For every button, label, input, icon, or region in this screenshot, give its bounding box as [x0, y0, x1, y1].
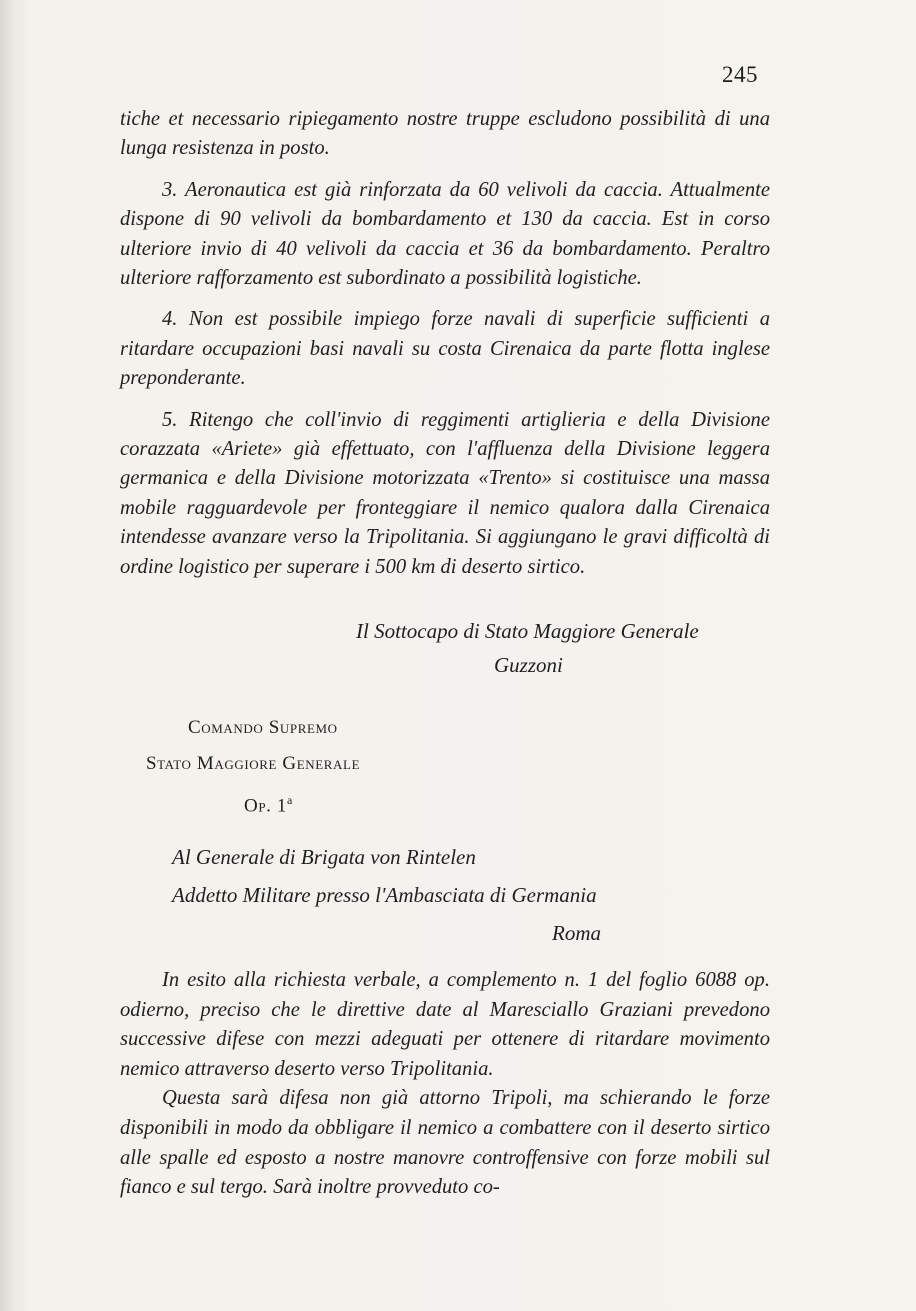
- signature-block: [356, 614, 699, 682]
- letter-paragraph: Questa sarà difesa non già attorno Tripoli, ma schierando le forze disponibili in modo da obbligare il nemico a combattere con il deserto sirtico alle spalle ed esposto a nostre manovre controffensive con forze mobili sul fianco e sul tergo. Sarà inoltre provveduto co-: [120, 1087, 770, 1199]
- paragraph-massa-mobile: 5. Ritengo che coll'invio di reggimenti artiglieria e della Divisione corazzata «Ariete» già effettuato, con l'affluenza della Divisione leggera germanica e della Divisione motorizzata «Trento» si costituisce una massa mobile ragguardevole per fronteggiare il nemico qualora dalla Cirenaica intendesse avanzare verso la Tripolitania. Si aggiungano le gravi difficoltà di ordine logistico per superare i 500 km di deserto sirtico.: [120, 408, 770, 578]
- paragraph-forze-navali: 4. Non est possibile impiego forze navali di superficie sufficienti a ritardare occupazioni basi navali su costa Cirenaica da parte flotta inglese preponderante.: [120, 308, 770, 390]
- heading-stato-maggiore: Stato Maggiore Generale: [146, 753, 361, 774]
- report-body: [120, 105, 770, 594]
- letter-heading: [146, 710, 360, 824]
- heading-comando: Comando Supremo: [188, 717, 338, 738]
- addressee-name: Al Generale di Brigata von Rintelen: [172, 845, 476, 869]
- letter-paragraph: In esito alla richiesta verbale, a complemento n. 1 del foglio 6088 op. odierno, preciso che le direttive date al Maresciallo Graziani prevedono successive difese con mezzi adeguati per ottenere di ritardare movimento nemico attraverso deserto verso Tripolitania.: [120, 969, 770, 1080]
- heading-protocol: [146, 782, 360, 824]
- signature-name: Guzzoni: [494, 653, 563, 677]
- heading-protocol-sup: a: [286, 793, 293, 807]
- paragraph-aeronautica: 3. Aeronautica est già rinforzata da 60 velivoli da caccia. Attualmente dispone di 90 velivoli da bombardamento et 130 da caccia. Est in corso ulteriore invio di 40 velivoli da caccia et 36 da bombardamento. Peraltro ulteriore rafforzamento est subordinato a possibilità logistiche.: [120, 178, 770, 290]
- page-number: 245: [722, 62, 758, 87]
- addressee-block: [172, 838, 601, 952]
- addressee-city: Roma: [552, 921, 601, 945]
- heading-protocol-text: Op. 1: [244, 795, 287, 817]
- signature-title: Il Sottocapo di Stato Maggiore Generale: [356, 619, 699, 643]
- addressee-role: Addetto Militare presso l'Ambasciata di Germania: [172, 883, 597, 907]
- paragraph-continuation: tiche et necessario ripiegamento nostre truppe escludono possibilità di una lunga resistenza in posto.: [120, 108, 770, 160]
- letter-body: [120, 966, 770, 1203]
